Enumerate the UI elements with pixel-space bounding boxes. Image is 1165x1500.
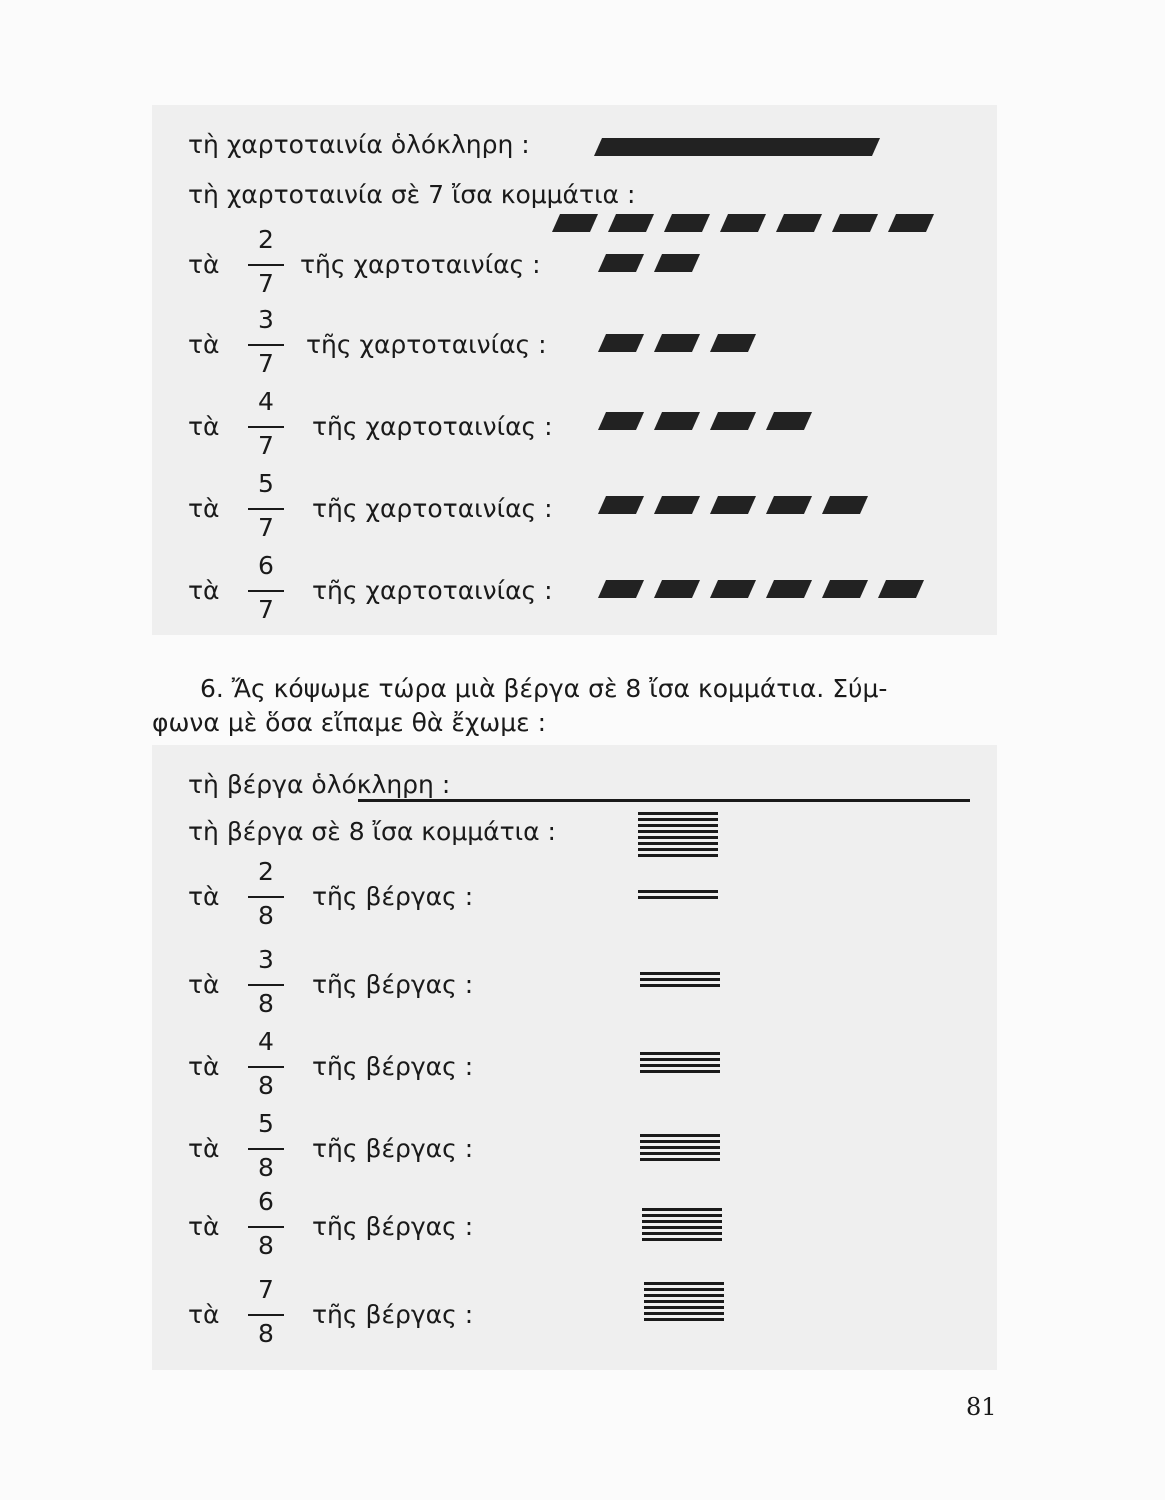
tape-piece: [654, 412, 700, 430]
rod-piece: [642, 1226, 722, 1229]
fraction-denominator: 8: [258, 901, 274, 930]
rod-split-stack: [638, 812, 718, 857]
row-prefix: τὰ: [188, 1052, 220, 1081]
tape-piece: [720, 214, 766, 232]
rod-piece: [640, 1146, 720, 1149]
rod-piece: [638, 830, 718, 833]
rod-piece: [642, 1238, 722, 1241]
rod-piece: [638, 812, 718, 815]
row-prefix: τὰ: [188, 970, 220, 999]
fraction-numerator: 6: [258, 1187, 274, 1216]
tape-piece: [822, 580, 868, 598]
tape-piece: [710, 496, 756, 514]
rod-piece: [640, 1140, 720, 1143]
fraction-bar: [248, 344, 284, 346]
rod-pieces: [644, 1282, 724, 1321]
fraction-bar: [248, 590, 284, 592]
rod-piece: [644, 1312, 724, 1315]
row-prefix: τὰ: [188, 882, 220, 911]
rod-piece: [638, 854, 718, 857]
fraction-numerator: 4: [258, 1027, 274, 1056]
row-prefix: τὰ: [188, 576, 220, 605]
rod-piece: [638, 842, 718, 845]
fraction: [244, 305, 288, 389]
rod-piece: [638, 824, 718, 827]
tape-pieces: [598, 254, 700, 272]
rod-piece: [644, 1318, 724, 1321]
tape-whole-label: τὴ χαρτοταινία ὁλόκληρη :: [188, 130, 530, 159]
rod-piece: [640, 1058, 720, 1061]
tape-piece: [710, 580, 756, 598]
row-suffix: τῆς βέργας :: [312, 1052, 474, 1081]
rod-piece: [638, 890, 718, 893]
tape-piece: [654, 334, 700, 352]
row-suffix: τῆς χαρτοταινίας :: [312, 576, 553, 605]
tape-pieces: [598, 412, 812, 430]
fraction: [244, 225, 288, 309]
tape-split-label: τὴ χαρτοταινία σὲ 7 ἴσα κομμάτια :: [188, 180, 636, 209]
fraction-bar: [248, 426, 284, 428]
fraction-numerator: 6: [258, 551, 274, 580]
fraction-bar: [248, 896, 284, 898]
rod-piece: [642, 1208, 722, 1211]
row-prefix: τὰ: [188, 250, 220, 279]
fraction-numerator: 3: [258, 945, 274, 974]
rod-piece: [638, 818, 718, 821]
fraction-denominator: 8: [258, 1319, 274, 1348]
tape-piece: [710, 334, 756, 352]
tape-piece: [552, 214, 598, 232]
tape-piece: [822, 496, 868, 514]
fraction-denominator: 7: [258, 431, 274, 460]
fraction-bar: [248, 1148, 284, 1150]
row-prefix: τὰ: [188, 1134, 220, 1163]
fraction-numerator: 3: [258, 305, 274, 334]
rod-split-label: τὴ βέργα σὲ 8 ἴσα κομμάτια :: [188, 817, 556, 846]
rod-piece: [640, 978, 720, 981]
rod-piece: [644, 1282, 724, 1285]
rod-piece: [642, 1220, 722, 1223]
fraction: [244, 945, 288, 1029]
tape-piece: [608, 214, 654, 232]
rod-piece: [638, 848, 718, 851]
fraction: [244, 1275, 288, 1359]
row-suffix: τῆς βέργας :: [312, 1212, 474, 1241]
row-prefix: τὰ: [188, 1212, 220, 1241]
fraction-bar: [248, 264, 284, 266]
rod-piece: [644, 1294, 724, 1297]
rod-piece: [640, 1152, 720, 1155]
fraction-denominator: 7: [258, 269, 274, 298]
rod-piece: [638, 836, 718, 839]
tape-split-strip: [552, 214, 934, 232]
tape-piece: [598, 254, 644, 272]
tape-piece: [766, 580, 812, 598]
tape-piece: [766, 412, 812, 430]
row-prefix: τὰ: [188, 1300, 220, 1329]
row-suffix: τῆς χαρτοταινίας :: [300, 250, 541, 279]
fraction-bar: [248, 984, 284, 986]
rod-piece: [638, 896, 718, 899]
row-prefix: τὰ: [188, 494, 220, 523]
tape-whole-strip: [594, 138, 880, 156]
rod-pieces: [640, 1134, 720, 1161]
row-suffix: τῆς χαρτοταινίας :: [312, 494, 553, 523]
rod-piece: [640, 984, 720, 987]
rod-piece: [642, 1232, 722, 1235]
tape-piece: [598, 580, 644, 598]
fraction-numerator: 4: [258, 387, 274, 416]
tape-pieces: [598, 580, 924, 598]
tape-piece: [598, 334, 644, 352]
fraction-bar: [248, 1066, 284, 1068]
rod-piece: [640, 972, 720, 975]
fraction-denominator: 8: [258, 1231, 274, 1260]
tape-pieces: [598, 334, 756, 352]
tape-piece: [598, 496, 644, 514]
tape-piece: [776, 214, 822, 232]
rod-pieces: [640, 1052, 720, 1073]
row-suffix: τῆς χαρτοταινίας :: [306, 330, 547, 359]
fraction-denominator: 8: [258, 1071, 274, 1100]
fraction-numerator: 5: [258, 1109, 274, 1138]
fraction: [244, 387, 288, 471]
rod-piece: [640, 1052, 720, 1055]
rod-piece: [644, 1306, 724, 1309]
fraction-numerator: 2: [258, 857, 274, 886]
tape-piece: [664, 214, 710, 232]
row-suffix: τῆς βέργας :: [312, 970, 474, 999]
fraction: [244, 1187, 288, 1271]
fraction-numerator: 7: [258, 1275, 274, 1304]
tape-piece: [654, 496, 700, 514]
fraction-numerator: 2: [258, 225, 274, 254]
fraction: [244, 1027, 288, 1111]
tape-pieces: [598, 496, 868, 514]
tape-piece: [654, 580, 700, 598]
rod-pieces: [642, 1208, 722, 1241]
rod-piece: [644, 1300, 724, 1303]
rod-piece: [640, 1158, 720, 1161]
paragraph-line-2: φωνα μὲ ὅσα εἴπαμε θὰ ἔχωμε :: [152, 708, 547, 737]
row-suffix: τῆς βέργας :: [312, 1134, 474, 1163]
rod-piece: [640, 1064, 720, 1067]
row-suffix: τῆς βέργας :: [312, 882, 474, 911]
fraction-denominator: 7: [258, 513, 274, 542]
row-prefix: τὰ: [188, 330, 220, 359]
fraction: [244, 857, 288, 941]
tape-piece: [766, 496, 812, 514]
row-suffix: τῆς χαρτοταινίας :: [312, 412, 553, 441]
fraction: [244, 1109, 288, 1193]
fraction: [244, 469, 288, 553]
rod-whole-label: τὴ βέργα ὁλόκληρη :: [188, 770, 451, 799]
fraction-bar: [248, 1314, 284, 1316]
tape-piece: [654, 254, 700, 272]
rod-piece: [644, 1288, 724, 1291]
tape-piece: [832, 214, 878, 232]
rod-pieces: [640, 972, 720, 987]
tape-piece: [878, 580, 924, 598]
fraction-denominator: 7: [258, 595, 274, 624]
page-number: 81: [966, 1393, 997, 1421]
paragraph-line-1: 6. Ἄς κόψωμε τώρα μιὰ βέργα σὲ 8 ἴσα κομμάτια. Σύμ-: [200, 674, 888, 703]
tape-piece: [888, 214, 934, 232]
fraction-denominator: 8: [258, 1153, 274, 1182]
row-suffix: τῆς βέργας :: [312, 1300, 474, 1329]
rod-whole-line: [358, 799, 970, 802]
rod-piece: [640, 1070, 720, 1073]
fraction-denominator: 7: [258, 349, 274, 378]
fraction-denominator: 8: [258, 989, 274, 1018]
fraction-numerator: 5: [258, 469, 274, 498]
fraction-bar: [248, 508, 284, 510]
row-prefix: τὰ: [188, 412, 220, 441]
rod-piece: [642, 1214, 722, 1217]
fraction: [244, 551, 288, 635]
rod-pieces: [638, 890, 718, 899]
tape-piece: [710, 412, 756, 430]
rod-piece: [640, 1134, 720, 1137]
tape-piece: [598, 412, 644, 430]
fraction-bar: [248, 1226, 284, 1228]
